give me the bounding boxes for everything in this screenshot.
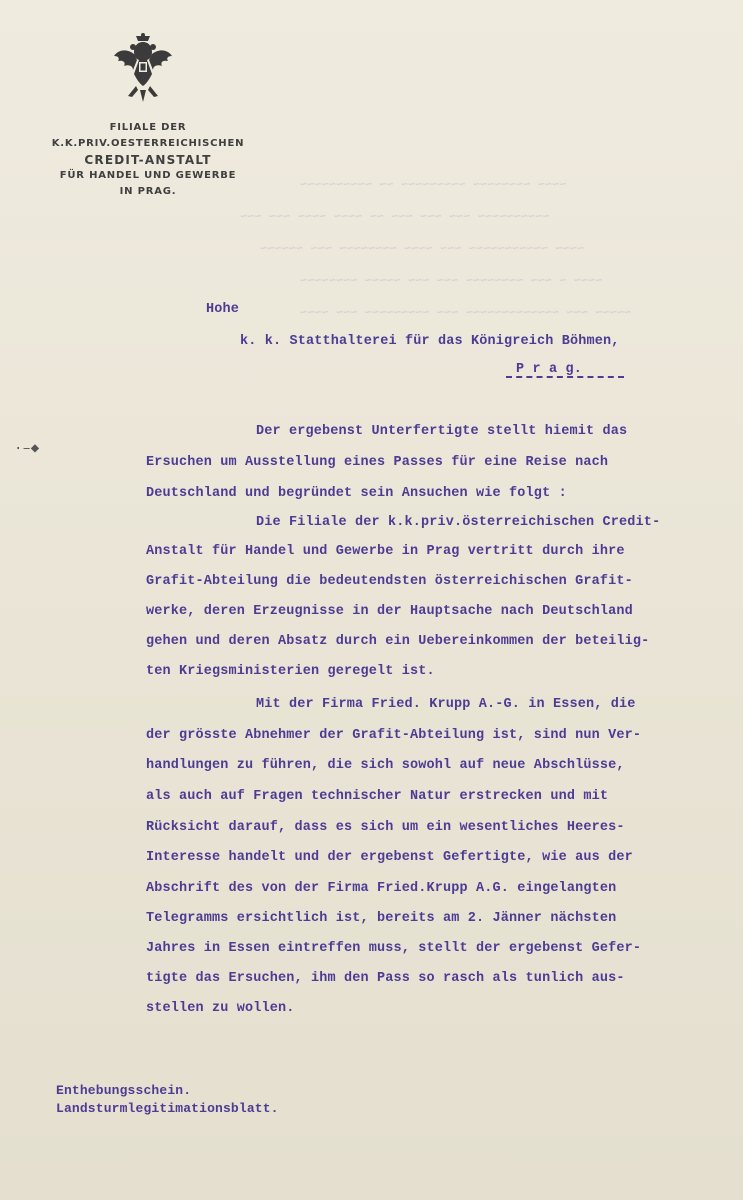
body-line: Jahres in Essen eintreffen muss, stellt der ergebenst Gefer- — [146, 941, 642, 956]
body-line: handlungen zu führen, die sich sowohl auf neue Abschlüsse, — [146, 758, 625, 773]
bleed-through-text: ~~~~ ~ ~~~ ~~~~~~~~ ~~~ ~~~ ~~~~~ ~~~~~~~~ — [300, 274, 603, 288]
city-underline — [506, 376, 624, 378]
bleed-through-text: ~~~~~~~~~~ ~~~ ~~~ ~~~ ~~ ~~~~ ~~~~ ~~~ ~~~ — [240, 210, 550, 224]
body-line: als auch auf Fragen technischer Natur erstrecken und mit — [146, 789, 609, 804]
body-line: Ersuchen um Ausstellung eines Passes für eine Reise nach — [146, 455, 609, 470]
letterhead-line-2: K.K.PRIV.OESTERREICHISCHEN — [51, 138, 245, 149]
body-line: Der ergebenst Unterfertigte stellt hiemit das — [256, 424, 628, 439]
letterhead-line-3: CREDIT-ANSTALT — [84, 153, 212, 167]
enclosure-line-2: Landsturmlegitimationsblatt. — [56, 1101, 279, 1116]
body-line: gehen und deren Absatz durch ein Uebereinkommen der beteilig- — [146, 634, 650, 649]
bleed-through-text: ~~~~ ~~~~~~~~ ~~~~~~~~~ ~~ ~~~~~~~~~~ — [300, 178, 567, 192]
body-line: stellen zu wollen. — [146, 1001, 295, 1016]
letterhead-line-4: FÜR HANDEL UND GEWERBE — [59, 170, 237, 181]
body-line: werke, deren Erzeugnisse in der Hauptsache nach Deutschland — [146, 604, 633, 619]
body-line: Die Filiale der k.k.priv.österreichischen Credit- — [256, 515, 661, 530]
margin-mark: ·–◆ — [14, 441, 40, 457]
letterhead-line-1: FILIALE DER — [109, 122, 187, 133]
letterhead-line-5: IN PRAG. — [119, 186, 177, 197]
body-line: Deutschland und begründet sein Ansuchen wie folgt : — [146, 486, 567, 501]
body-line: Telegramms ersichtlich ist, bereits am 2. Jänner nächsten — [146, 911, 617, 926]
body-line: Grafit-Abteilung die bedeutendsten österreichischen Grafit- — [146, 574, 633, 589]
recipient: k. k. Statthalterei für das Königreich Böhmen, — [240, 334, 620, 349]
body-line: der grösste Abnehmer der Grafit-Abteilung ist, sind nun Ver- — [146, 728, 642, 743]
enclosure-line-1: Enthebungsschein. — [56, 1083, 192, 1098]
body-line: tigte das Ersuchen, ihm den Pass so rasch als tunlich aus- — [146, 971, 625, 986]
body-line: Interesse handelt und der ergebenst Gefertigte, wie aus der — [146, 850, 633, 865]
body-line: Abschrift des von der Firma Fried.Krupp A.G. eingelangten — [146, 881, 617, 896]
body-line: ten Kriegsministerien geregelt ist. — [146, 664, 435, 679]
double-headed-eagle-crest-icon — [112, 32, 174, 104]
body-line: Mit der Firma Fried. Krupp A.-G. in Essen, die — [256, 697, 636, 712]
bleed-through-text: ~~~~~ ~~~ ~~~~~~~~~~~~~ ~~~ ~~~~~~~~~ ~~~ ~~~~ — [300, 306, 632, 320]
recipient-city: P r a g. — [516, 362, 583, 377]
salutation: Hohe — [206, 302, 240, 317]
letterhead — [28, 120, 268, 200]
body-line: Rücksicht darauf, dass es sich um ein wesentliches Heeres- — [146, 820, 625, 835]
bleed-through-text: ~~~~ ~~~~~~~~~~~ ~~~ ~~~~ ~~~~~~~~ ~~~ ~~~~~~ — [260, 242, 585, 256]
body-line: Anstalt für Handel und Gewerbe in Prag vertritt durch ihre — [146, 544, 625, 559]
